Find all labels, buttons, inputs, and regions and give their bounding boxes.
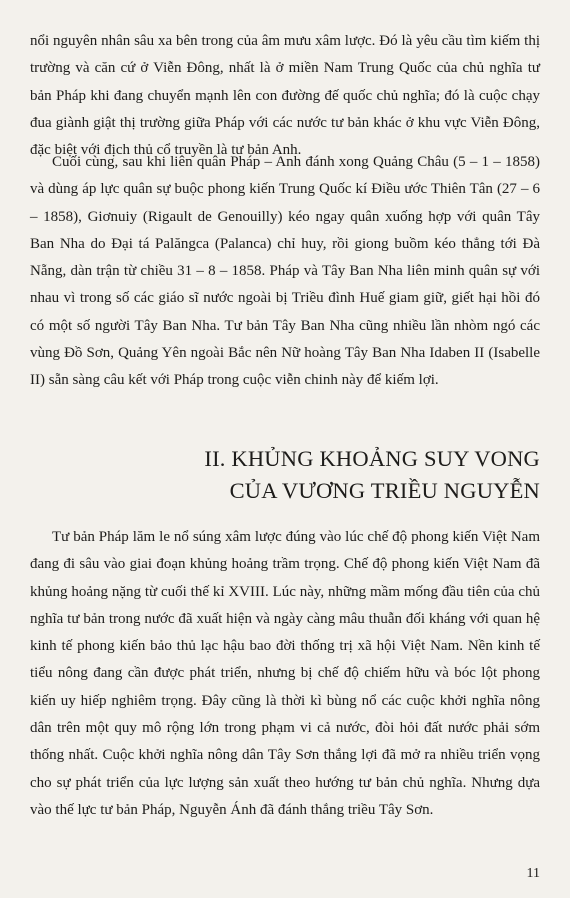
paragraph-continuation: nổi nguyên nhân sâu xa bên trong của âm mưu xâm lược. Đó là yêu cầu tìm kiếm thị trường và căn cứ ở Viễn Đông, nhất là ở miền Nam Trung Quốc của chủ nghĩa tư bản Pháp khi đang chuyển mạnh lên con đường đế quốc chủ nghĩa; đó là cuộc chạy đua giành giật thị trường giữa Pháp với các nước tư bản khác ở khu vực Viễn Đông, đặc biệt với địch thủ cổ truyền là tư bản Anh. xyxy=(30,33,540,159)
section-heading xyxy=(120,443,540,507)
section-heading-line-1: II. KHỦNG KHOẢNG SUY VONG xyxy=(204,446,540,471)
paragraph-french-spanish-alliance: Cuối cùng, sau khi liên quân Pháp – Anh đánh xong Quảng Châu (5 – 1 – 1858) và dùng áp lực quân sự buộc phong kiến Trung Quốc kí Điều ước Thiên Tân (27 – 6 – 1858), Giơnuiy (Rigault de Genouilly) kéo ngay quân xuống hợp với quân Tây Ban Nha do Đại tá Palăngca (Palanca) chỉ huy, rồi giong buồm kéo thẳng tới Đà Nẵng, dàn trận từ chiều 31 – 8 – 1858. Pháp và Tây Ban Nha liên minh quân sự với nhau vì trong số các giáo sĩ nước ngoài bị Triều đình Huế giam giữ, giết hại hồi đó có một số người Tây Ban Nha. Tư bản Tây Ban Nha cũng nhiều lần nhòm ngó các vùng Đồ Sơn, Quảng Yên ngoài Bắc nên Nữ hoàng Tây Ban Nha Idaben II (Isabelle II) sẵn sàng câu kết với Pháp trong cuộc viễn chinh này để kiếm lợi. xyxy=(30,154,540,389)
section-heading-line-2: CỦA VƯƠNG TRIỀU NGUYỄN xyxy=(229,478,540,503)
page-number: 11 xyxy=(526,866,540,881)
paragraph-nguyen-crisis: Tư bản Pháp lăm le nổ súng xâm lược đúng vào lúc chế độ phong kiến Việt Nam đang đi sâu vào giai đoạn khủng hoảng trầm trọng. Chế độ phong kiến Việt Nam đã khủng hoảng nặng từ cuối thế kỉ XVIII. Lúc này, những mầm mống đầu tiên của chủ nghĩa tư bản trong nước đã xuất hiện và ngày càng mâu thuẫn đối kháng với quan hệ kinh tế phong kiến bảo thủ lạc hậu bao đời thống trị xã hội Việt Nam. Nền kinh tế tiểu nông đang cần được phát triển, nhưng bị chế độ chiếm hữu và bóc lột phong kiến uy hiếp nghiêm trọng. Đây cũng là thời kì bùng nổ các cuộc khởi nghĩa nông dân trên một quy mô rộng lớn trong phạm vi cả nước, đòi hỏi đất nước phải sớm thống nhất. Cuộc khởi nghĩa nông dân Tây Sơn thắng lợi đã mở ra nhiều triển vọng cho sự phát triển của lực lượng sản xuất theo hướng tư bản chủ nghĩa. Nhưng dựa vào thế lực tư bản Pháp, Nguyễn Ánh đã đánh thắng triều Tây Sơn. xyxy=(30,529,540,818)
